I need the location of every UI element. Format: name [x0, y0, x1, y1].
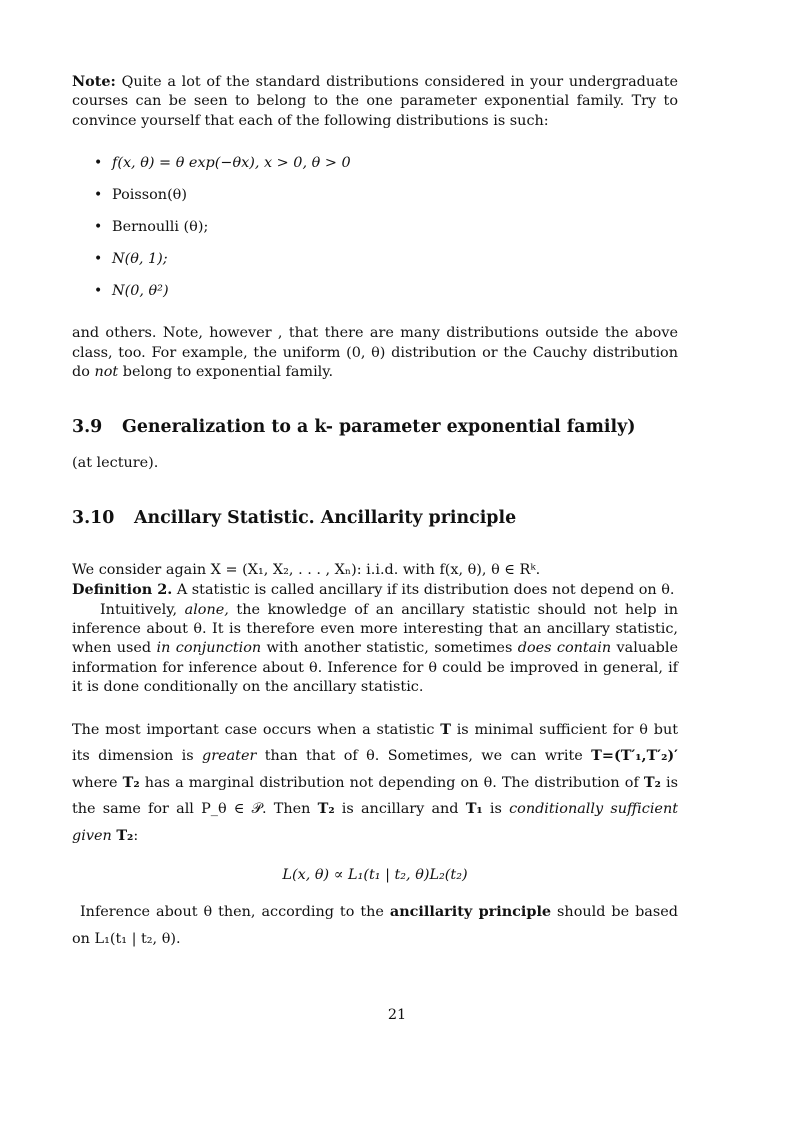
list-item: • Bernoulli (θ); — [96, 218, 678, 238]
page-body — [72, 72, 678, 952]
text-run: is — [482, 801, 510, 818]
distribution-list — [72, 154, 678, 302]
section-number: 3.9 — [72, 417, 103, 438]
likelihood-equation: L(x, θ) ∝ L₁(t₁ | t₂, θ)L₂(t₂) — [282, 866, 468, 883]
emphasis: greater — [202, 748, 257, 765]
emphasis: conditionally sufficient given — [72, 801, 678, 845]
text-run: is minimal sufficient for θ but its dimension is — [72, 721, 678, 765]
emphasis: in conjunction — [156, 640, 262, 657]
list-item: • N(θ, 1); — [96, 250, 678, 270]
inference-paragraph — [72, 899, 678, 952]
text-run: The most important case occurs when a statistic — [72, 721, 441, 738]
text-run: than that of θ. Sometimes, we can write — [256, 748, 592, 765]
list-item: • Poisson(θ) — [96, 186, 678, 206]
emphasis: does contain — [517, 640, 612, 657]
text-run: is ancillary and — [334, 801, 466, 818]
section-heading-3-9 — [72, 416, 678, 438]
text-run: Intuitively, — [100, 601, 185, 618]
after-list-paragraph — [72, 324, 678, 382]
section-title: Ancillary Statistic. Ancillarity principle — [134, 507, 517, 528]
definition-paragraph — [72, 580, 678, 600]
definition-label: Definition 2. — [72, 581, 173, 599]
text-run: has a marginal distribution not depending on θ. The distribution of — [139, 774, 644, 791]
most-important-paragraph — [72, 717, 678, 850]
intuitive-paragraph — [72, 601, 678, 698]
list-item: • N(0, θ²) — [96, 282, 678, 302]
text-run: Inference about θ then, according to the — [80, 904, 390, 921]
bold-symbol: T₁ — [465, 800, 483, 818]
text-run: is the same for all P_θ ∈ 𝒫. Then — [72, 774, 678, 818]
after-list-text: and others. Note, however , that there are many distributions outside the above class, too. For example, the uniform (0, θ) distribution or the Cauchy distribution do — [72, 325, 678, 381]
emphasis: alone, — [184, 601, 229, 618]
section-heading-3-10 — [72, 507, 678, 529]
text-run: valuable information for inference about θ. Inference for θ could be improved in general, if it is done conditionally on the ancillary statistic. — [72, 640, 679, 696]
section-3-9-body: (at lecture). — [72, 455, 159, 472]
definition-text: A statistic is called ancillary if its distribution does not depend on θ. — [176, 582, 675, 599]
bold-symbol: T₂ — [116, 827, 134, 845]
page-number: 21 — [387, 1007, 407, 1023]
bold-term: ancillarity principle — [389, 903, 552, 921]
bold-symbol: T=(T′₁,T′₂)′ — [591, 747, 678, 765]
text-run: where — [72, 774, 123, 791]
text-run: should be based on L₁(t₁ | t₂, θ). — [72, 904, 678, 947]
consider-paragraph: We consider again X = (X₁, X₂, . . . , Xₙ): i.i.d. with f(x, θ), θ ∈ Rᵏ. — [72, 561, 541, 578]
note-label: Note: — [72, 73, 116, 90]
after-list-emphasis: not — [94, 364, 119, 381]
text-run: with another statistic, sometimes — [261, 640, 518, 657]
bold-symbol: T₂ — [122, 773, 140, 791]
bold-symbol: T₂ — [317, 800, 335, 818]
note-text: Quite a lot of the standard distributions considered in your undergraduate courses can be seen to belong to the one parameter exponential family. Try to convince yourself that each of the following distributions is such: — [72, 74, 679, 129]
text-run: the knowledge of an ancillary statistic should not help in inference about θ. It is therefore even more interesting that an ancillary statistic, when used — [72, 601, 679, 657]
list-item: • f(x, θ) = θ exp(−θx), x > 0, θ > 0 — [96, 154, 678, 174]
text-run: : — [133, 828, 139, 845]
note-paragraph — [72, 72, 678, 131]
bold-symbol: T — [440, 720, 451, 738]
section-number: 3.10 — [72, 507, 115, 528]
bold-symbol: T₂ — [643, 773, 661, 791]
section-title: Generalization to a k- parameter exponential family) — [122, 417, 636, 438]
after-list-text-end: belong to exponential family. — [118, 364, 334, 381]
